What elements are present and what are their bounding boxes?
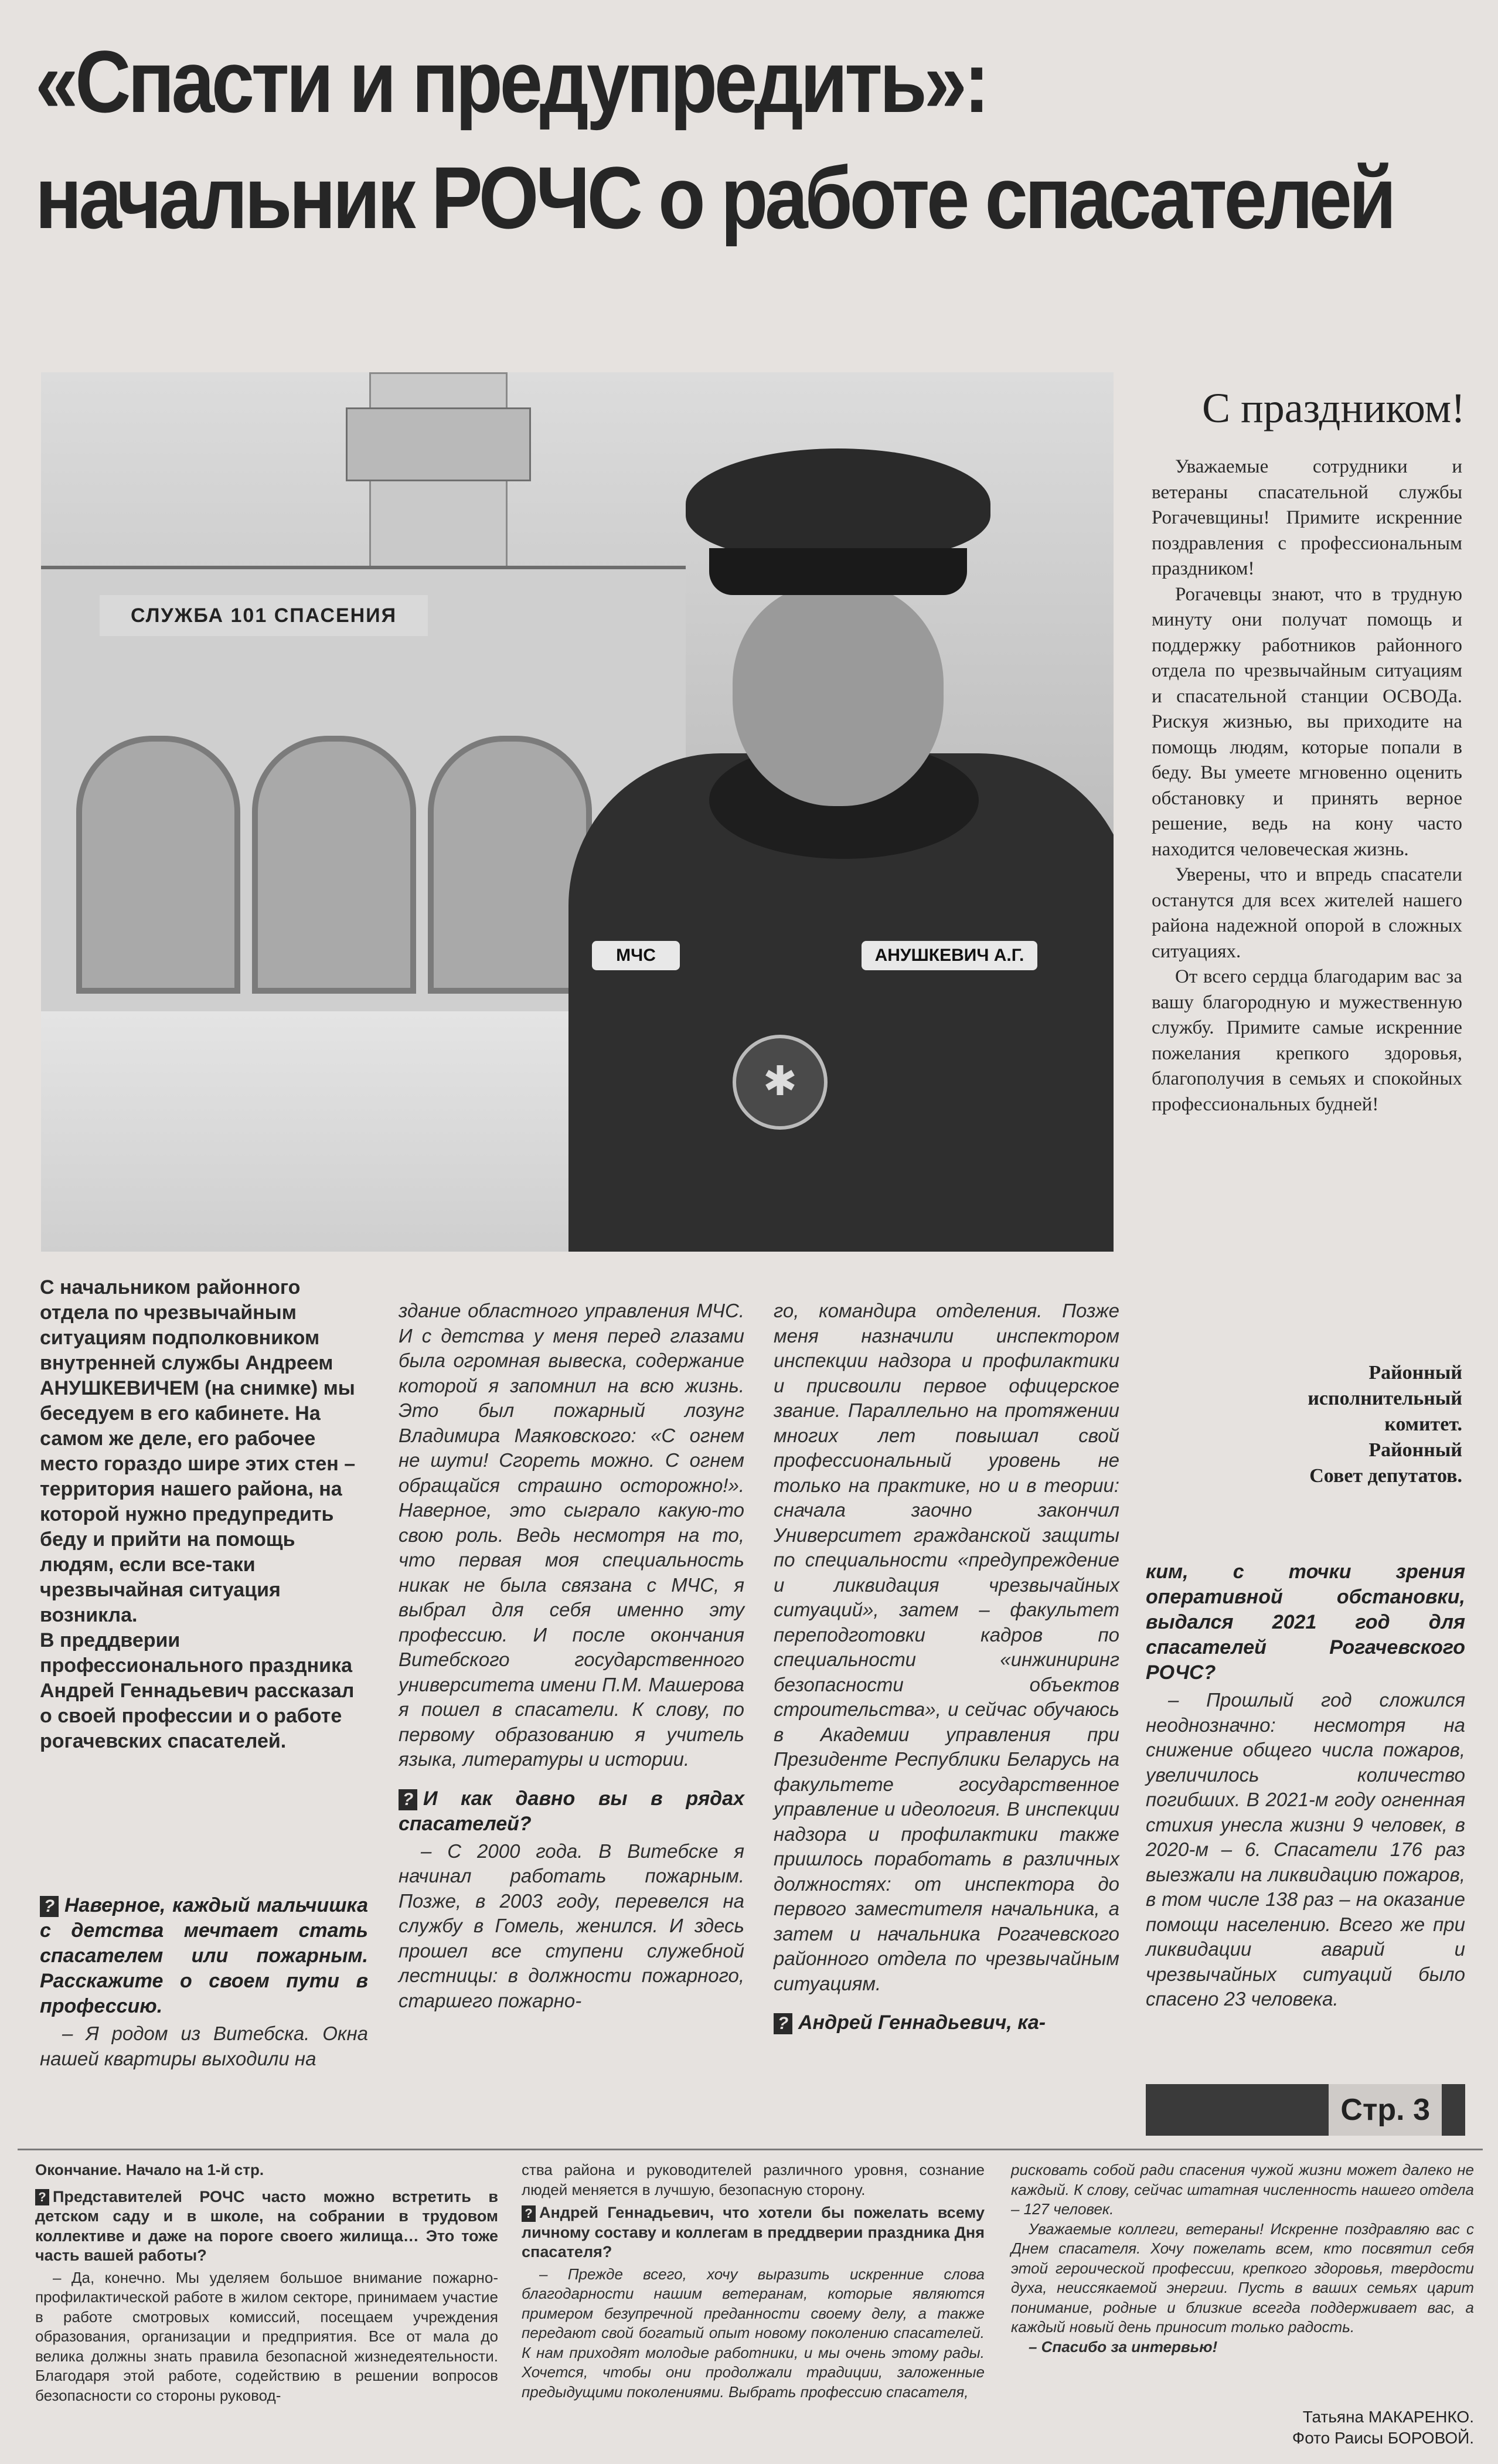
answer-paragraph: ства района и руководителей различного уровня, сознание людей меняется в лучшую, безопасную сторону. bbox=[522, 2161, 985, 2198]
interview-question bbox=[522, 2203, 985, 2262]
section-divider bbox=[18, 2149, 1483, 2150]
article-column-1 bbox=[40, 1879, 368, 2071]
article-column-3 bbox=[774, 1299, 1119, 2038]
interview-question: ким, с точки зрения оперативной обстановки, выдался 2021 год для спасателей Рогачевского РОЧС? bbox=[1146, 1561, 1465, 1684]
headline-line-2: начальник РОЧС о работе спасателей bbox=[35, 148, 1394, 247]
signature-line: исполнительный bbox=[1308, 1388, 1462, 1409]
signature-line: Совет депутатов. bbox=[1309, 1465, 1462, 1487]
question-mark-icon: ? bbox=[40, 1896, 59, 1917]
officer-face bbox=[733, 583, 944, 806]
article-photo bbox=[41, 372, 1114, 1252]
answer-paragraph: го, командира отделения. Позже меня назначили инспектором инспекции надзора и профилактики и присвоили первое офицерское звание. Параллельно на протяжении многих лет повышал свой профессиональный уровень не только на практике, но и в теории: сначала заочно закончил Университет гражданской защиты по специальности «предупреждение и ликвидация чрезвычайных ситуаций», затем – факультет переподготовки кадров по специальности «инжиниринг безопасности объектов строительства», и сейчас обучаюсь в Академии управления при Президенте Республики Беларусь на факультете государственное управление и идеология. В инспекции надзора и профилактики также пришлось поработать в различных должностях: от инспектора до первого заместителя начальника, а затем и начальника Рогачевского районного отдела по чрезвычайным ситуациям. bbox=[774, 1300, 1119, 1994]
greeting-paragraph: От всего сердца благодарим вас за вашу благородную и мужественную службу. Примите самые искренние пожелания крепкого здоровья, благополучия в семьях и спокойных профессиональных будней! bbox=[1152, 966, 1462, 1115]
answer-paragraph: – Прошлый год сложился неоднозначно: несмотря на снижение общего числа пожаров, увеличилось количество погибших. В 2021-м году огненная стихия унесла жизни 9 человек, в 2020-м – 6. Спасатели 176 раз выезжали на ликвидацию пожаров, в том числе 138 раз – на оказание помощи населению. Всего же при ликвидации аварий и чрезвычайных ситуаций было спасено 23 человека. bbox=[1146, 1689, 1465, 2010]
answer-paragraph: рисковать собой ради спасения чужой жизни может далеко не каждый. К слову, сейчас штатная численность нашего отдела – 127 человек. bbox=[1011, 2161, 1474, 2218]
answer-paragraph: здание областного управления МЧС. И с детства у меня перед глазами была огромная вывеска, содержание которой я запомнил на всю жизнь. Это был пожарный лозунг Владимира Маяковского: «С огнем не шути! Сгореть можно. С огнем обращайся страшно осторожно!». Наверное, это сыграло какую-то свою роль. Ведь несмотря на то, что первая моя специальность никак не была связана с МЧС, я выбрал для себя именно эту профессию. И после окончания Витебского государственного университета имени П.М. Машерова я пошел в спасатели. К слову, по первому образованию я учитель языка, литературы и истории. bbox=[399, 1300, 744, 1770]
garage-arch bbox=[76, 736, 240, 994]
lead-paragraph: С начальником районного отдела по чрезвычайным ситуациям подполковником внутренней службы Андреем АНУШКЕВИЧЕМ (на снимке) мы беседуем в его кабинете. На самом же деле, его рабочее место гораздо шире этих стен – территория нашего района, на которой нужно предупредить беду и прийти на помощь людям, если все-таки чрезвычайная ситуация возникла. bbox=[40, 1276, 356, 1626]
signature-line: Районный bbox=[1368, 1362, 1462, 1384]
greeting-paragraph: Уверены, что и впредь спасатели останутся для всех жителей нашего района надежной опорой в сложных ситуациях. bbox=[1152, 864, 1462, 962]
garage-arch bbox=[428, 736, 592, 994]
continuation-column-3 bbox=[1011, 2160, 1474, 2357]
greeting-paragraph: Уважаемые сотрудники и ветераны спасательной службы Рогачевщины! Примите искренние поздравления с профессиональным праздником! bbox=[1152, 456, 1462, 579]
continuation-column-1 bbox=[35, 2160, 498, 2405]
portrait-officer bbox=[568, 448, 1114, 1252]
greeting-text bbox=[1152, 454, 1462, 1117]
mchs-patch: МЧС bbox=[592, 941, 680, 970]
article-column-2 bbox=[399, 1299, 744, 2013]
answer-paragraph: Уважаемые коллеги, ветераны! Искренне поздравляю вас с Днем спасателя. Хочу пожелать всем, кто посвятил себя этой героической профессии, крепкого здоровья, твердости духа, неиссякаемой энергии. Пусть в ваших семьях царит понимание, родные и близкие всегда поддерживает вас, а каждый новый день приносит только радость. bbox=[1011, 2220, 1474, 2336]
fire-tower-balcony bbox=[346, 407, 531, 481]
garage-arch bbox=[252, 736, 416, 994]
article-column-4 bbox=[1146, 1559, 1465, 2012]
question-text: Наверное, каждый мальчишка с детства мечтает стать спасателем или пожарным. Расскажите о своем пути в профессию. bbox=[40, 1894, 368, 2017]
interview-question bbox=[35, 2187, 498, 2266]
signature-line: комитет. bbox=[1384, 1413, 1462, 1435]
signature-line: Районный bbox=[1368, 1439, 1462, 1461]
answer-paragraph: – Да, конечно. Мы уделяем большое внимание пожарно-профилактической работе в жилом секторе, принимаем участие в работе смотровых комиссий, посещаем учреждения образования, организации и предприятия. Все от мала до велика должны знать правила безопасной жизнедеятельности. Благодаря этой работе, содействию в решении вопросов безопасности со стороны руковод- bbox=[35, 2268, 498, 2404]
interview-question bbox=[774, 2010, 1119, 2035]
article-lead bbox=[40, 1275, 368, 1754]
page-reference: Стр. 3 bbox=[1329, 2084, 1442, 2136]
question-mark-icon: ? bbox=[399, 1789, 417, 1810]
continuation-note: Окончание. Начало на 1-й стр. bbox=[35, 2161, 264, 2178]
continuation-column-2 bbox=[522, 2160, 985, 2402]
question-mark-icon: ? bbox=[522, 2205, 536, 2222]
interview-question bbox=[399, 1786, 744, 1837]
question-text: Андрей Геннадьевич, ка- bbox=[798, 2011, 1046, 2034]
headline-line-1: «Спасти и предупредить»: bbox=[35, 32, 987, 131]
credits bbox=[1011, 2407, 1474, 2449]
author-credit: Татьяна МАКАРЕНКО. bbox=[1302, 2408, 1474, 2426]
answer-paragraph: – Прежде всего, хочу выразить искренние слова благодарности нашим ветеранам, которые являются примером безупречной преданности своему делу, а также передают свой богатый опыт новому поколению спасателей. К нам приходят молодые работники, и мы очень этому рады. Хочется, чтобы они продолжали традиции, заложенные предыдущими поколениями. Выбрать профессию спасателя, bbox=[522, 2265, 985, 2401]
question-text: Представителей РОЧС часто можно встретить в детском саду и в школе, на собрании в трудовом коллективе и даже на пороге своего жилища… Это тоже часть вашей работы? bbox=[35, 2187, 498, 2264]
building-sign: СЛУЖБА 101 СПАСЕНИЯ bbox=[100, 595, 428, 636]
greeting-title: С праздником! bbox=[1202, 385, 1465, 431]
headline bbox=[35, 23, 1394, 256]
page-reference-bar bbox=[1146, 2084, 1465, 2136]
officer-cap bbox=[686, 448, 990, 560]
answer-paragraph: – Я родом из Витебска. Окна нашей квартиры выходили на bbox=[40, 2023, 368, 2069]
answer-paragraph: – С 2000 года. В Витебске я начинал работать пожарным. Позже, в 2003 году, перевелся на службу в Гомель, женился. И здесь прошел все ступени служебной лестницы: в должности пожарного, старшего пожарно- bbox=[399, 1840, 744, 2011]
lead-paragraph: В преддверии профессионального праздника Андрей Геннадьевич рассказал о своей профессии и о работе рогачевских спасателей. bbox=[40, 1629, 355, 1752]
cap-band bbox=[709, 548, 967, 595]
name-patch: АНУШКЕВИЧ А.Г. bbox=[862, 941, 1037, 970]
photo-credit: Фото Раисы БОРОВОЙ. bbox=[1292, 2429, 1474, 2447]
greeting-paragraph: Рогачевцы знают, что в трудную минуту они получат помощь и поддержку работников районного отдела по чрезвычайным ситуациям и спасательной станции ОСВОДа. Рискуя жизнью, вы приходите на помощь людям, которые попали в беду. Вы умеете мгновенно оценить обстановку и принять верное решение, ведь на кону часто находится человеческая жизнь. bbox=[1152, 583, 1462, 860]
interview-question bbox=[40, 1893, 368, 2019]
greeting-signature bbox=[1152, 1360, 1462, 1489]
question-mark-icon: ? bbox=[774, 2013, 792, 2034]
question-text: Андрей Геннадьевич, что хотели бы пожелать всему личному составу и коллегам в преддверии праздника Дня спасателя? bbox=[522, 2204, 985, 2261]
question-mark-icon: ? bbox=[35, 2189, 49, 2205]
star-emblem-icon: ✱ bbox=[733, 1035, 828, 1130]
closing-thanks: – Спасибо за интервью! bbox=[1029, 2337, 1218, 2356]
question-text: И как давно вы в рядах спасателей? bbox=[399, 1787, 744, 1835]
